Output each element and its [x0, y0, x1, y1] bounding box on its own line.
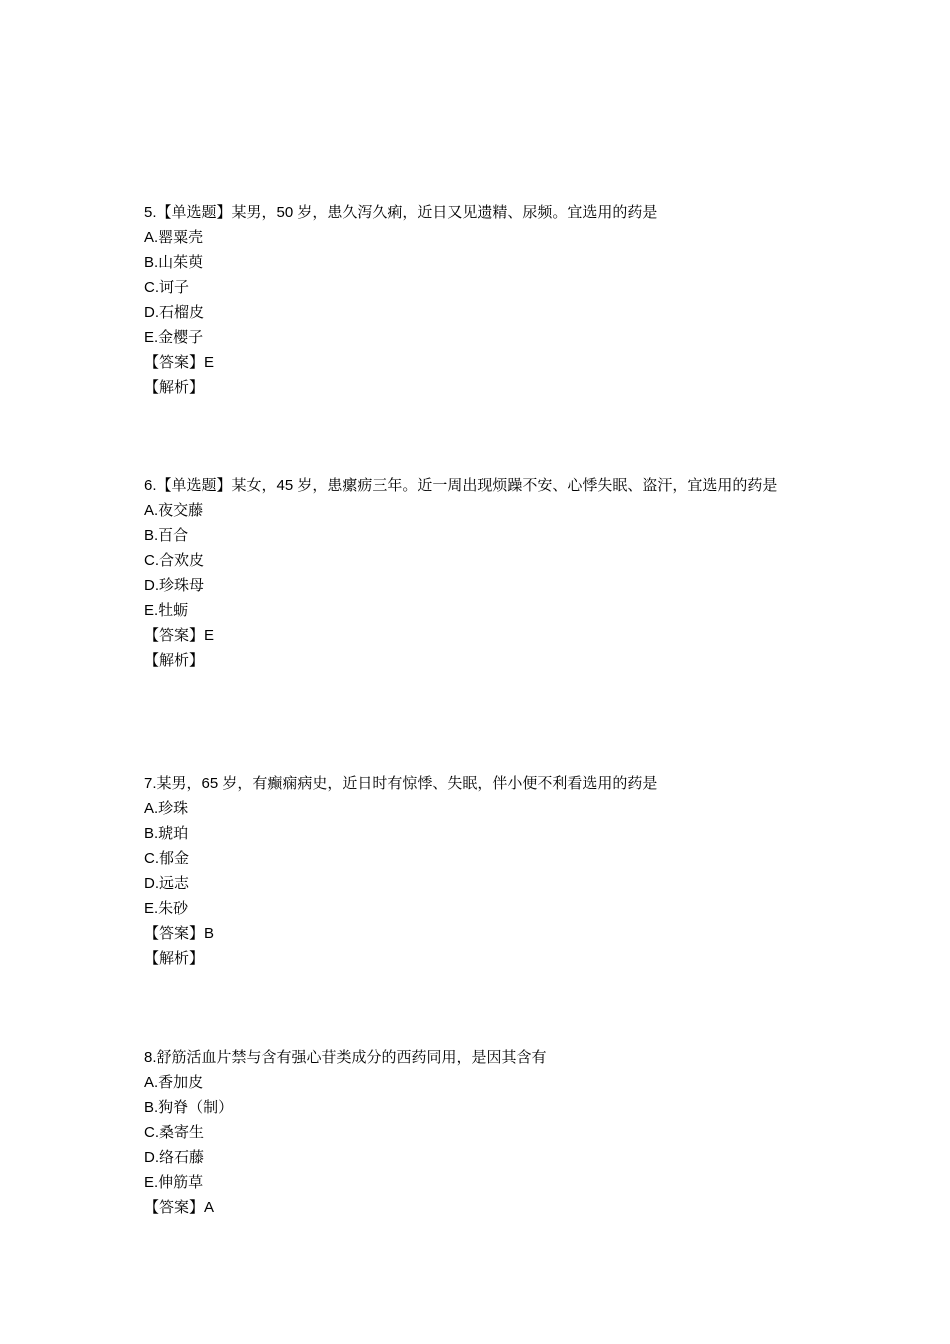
- option-e: E.金樱子: [144, 329, 204, 346]
- option-e: E.伸筋草: [144, 1174, 204, 1191]
- answer-line: 【答案】A: [144, 1199, 215, 1216]
- question-7: [144, 771, 814, 971]
- question-stem: 6.【单选题】某女，45 岁，患瘰疬三年。近一周出现烦躁不安、心悸失眠、盗汗，宜选用的药是: [144, 477, 778, 494]
- question-stem: 7.某男，65 岁，有癫痫病史，近日时有惊悸、失眠，伴小便不利看选用的药是: [144, 775, 658, 792]
- option-c: C.诃子: [144, 279, 190, 296]
- option-d: D.远志: [144, 875, 190, 892]
- option-c: C.郁金: [144, 850, 190, 867]
- option-a: A.珍珠: [144, 800, 189, 817]
- option-a: A.夜交藤: [144, 502, 204, 519]
- option-d: D.石榴皮: [144, 304, 205, 321]
- option-a: A.罂粟壳: [144, 229, 204, 246]
- answer-line: 【答案】E: [144, 354, 215, 371]
- analysis-line: 【解析】: [144, 950, 205, 967]
- option-c: C.合欢皮: [144, 552, 205, 569]
- question-5: [144, 200, 814, 400]
- answer-line: 【答案】E: [144, 627, 215, 644]
- option-c: C.桑寄生: [144, 1124, 205, 1141]
- option-e: E.牡蛎: [144, 602, 189, 619]
- option-d: D.珍珠母: [144, 577, 205, 594]
- option-e: E.朱砂: [144, 900, 189, 917]
- question-8: [144, 1045, 814, 1220]
- analysis-line: 【解析】: [144, 652, 205, 669]
- option-b: B.琥珀: [144, 825, 189, 842]
- analysis-line: 【解析】: [144, 379, 205, 396]
- question-stem: 8.舒筋活血片禁与含有强心苷类成分的西药同用，是因其含有: [144, 1049, 547, 1066]
- option-b: B.狗脊（制）: [144, 1099, 234, 1116]
- option-a: A.香加皮: [144, 1074, 204, 1091]
- option-b: B.百合: [144, 527, 189, 544]
- question-stem: 5.【单选题】某男，50 岁，患久泻久痢，近日又见遗精、尿频。宜选用的药是: [144, 204, 658, 221]
- option-b: B.山茱萸: [144, 254, 204, 271]
- answer-line: 【答案】B: [144, 925, 215, 942]
- question-6: [144, 473, 814, 673]
- option-d: D.络石藤: [144, 1149, 205, 1166]
